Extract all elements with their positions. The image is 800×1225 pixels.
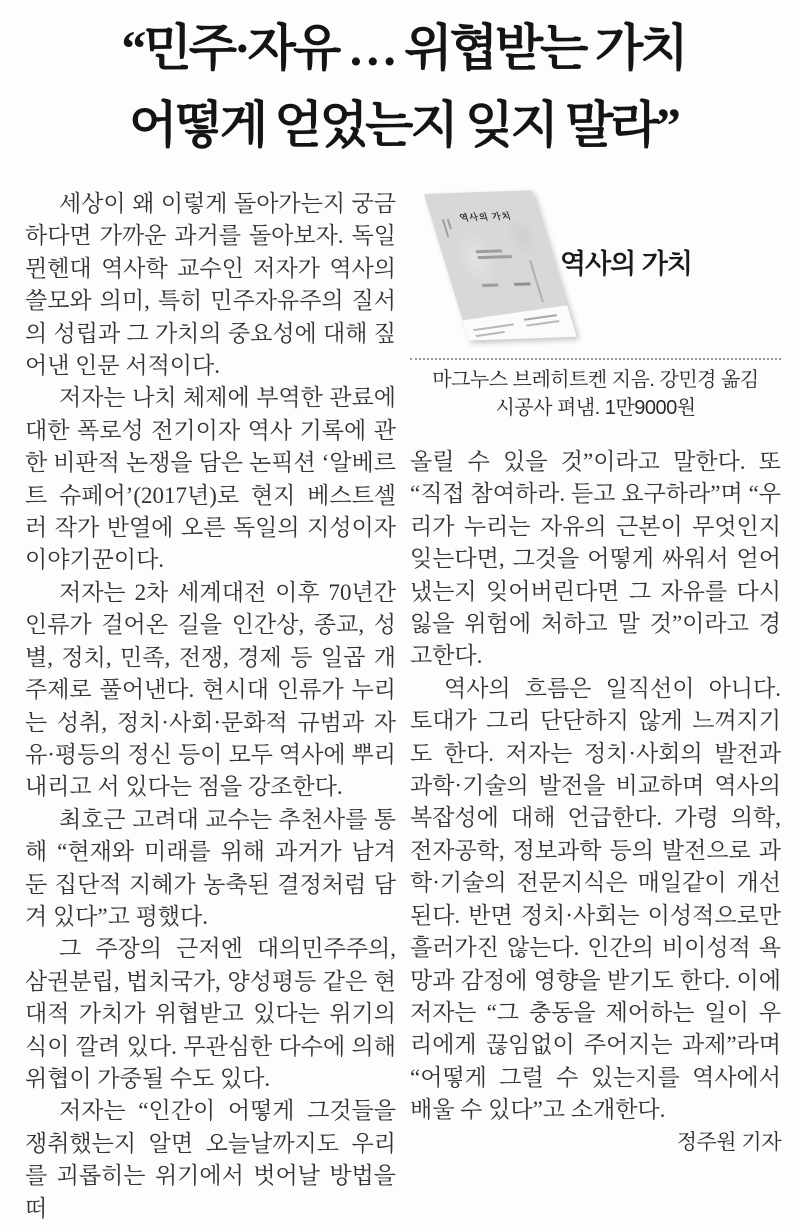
book-title: 역사의 가치 xyxy=(560,249,692,279)
paragraph-text: 역사의 흐름은 일직선이 아니다. 토대가 그리 단단하지 않게 느껴지기도 한다. 저자는 정치·사회의 발전과 과학·기술의 발전을 비교하며 역사의 복잡성에 대해 언급한다. 가령 의학, 전자공학, 정보과학 등의 발전으로 과학·기술의 전문지식은 매일같이 개선된다. 반면 정치·사회는 이성적으로만 흘러가진 않는다. 인간의 비이성적 욕망과 감정에 영향을 받기도 한다. 이에 저자는 “그 충동을 제어하는 일이 우리에게 끊임없이 주어지는 과제”라며 “어떻게 그럴 수 있는지를 역사에서 배울 수 있다”고 소개한다. xyxy=(410,675,781,1123)
paragraph: 최호근 고려대 교수는 추천사를 통해 “현재와 미래를 위해 과거가 남겨둔 집단적 지혜가 농축된 결정처럼 담겨 있다”고 평했다. xyxy=(25,806,396,929)
paragraph: 세상이 왜 이렇게 돌아가는지 궁금하다면 가까운 과거를 돌아보자. 독일 뮌헨대 역사학 교수인 저자가 역사의 쓸모와 의미, 특히 민주자유주의 질서의 성립과 그 가치의 중요성에 대해 짚어낸 인문 서적이다. xyxy=(25,191,396,379)
paragraph: 그 주장의 근저엔 대의민주주의, 삼권분립, 법치국가, 양성평등 같은 현대적 가치가 위협받고 있다는 위기의식이 깔려 있다. 무관심한 다수에 의해 위협이 가중될 수도 있다. xyxy=(25,936,396,1091)
article-columns xyxy=(25,188,782,1225)
cover-decoration xyxy=(473,323,514,331)
cover-decoration xyxy=(482,283,499,287)
book-cover-title-text: 역사의 가치 xyxy=(458,211,513,223)
headline-line-1: “민주·자유 … 위협받는 가치 xyxy=(121,20,686,76)
book-caption xyxy=(410,366,781,422)
book-publisher-line: 시공사 펴냄. 1만9000원 xyxy=(495,397,696,419)
paragraph-continuation: 올릴 수 있을 것”이라고 말한다. 또 “직접 참여하라. 듣고 요구하라”며 “우리가 누리는 자유의 근본이 무엇인지 잊는다면, 그것을 어떻게 싸워서 얻어냈는지 잊어버린다면 그 자유를 다시 잃을 위험에 처하고 말 것”이라고 경고한다. xyxy=(410,449,781,669)
right-column xyxy=(410,188,781,1225)
cover-decoration xyxy=(526,320,560,327)
cover-decoration xyxy=(476,249,503,253)
cover-decoration xyxy=(477,255,512,259)
book-cover-image xyxy=(424,190,577,340)
paragraph xyxy=(410,673,781,1154)
book-author-line: 마그누스 브레히트켄 지음. 강민경 옮김 xyxy=(432,369,759,391)
cover-decoration xyxy=(514,282,531,286)
book-info-box xyxy=(410,188,781,446)
dotted-divider xyxy=(410,358,781,360)
article-headline xyxy=(25,10,782,164)
left-column xyxy=(25,188,396,1225)
cover-decoration xyxy=(529,260,544,302)
paragraph: 저자는 나치 체제에 부역한 관료에 대한 폭로성 전기이자 역사 기록에 관한 비판적 논쟁을 담은 논픽션 ‘알베르트 슈페어’(2017년)로 현지 베스트셀러 작가 반열에 오른 독일의 지성이자 이야기꾼이다. xyxy=(25,385,396,573)
cover-bottom-band xyxy=(452,304,577,340)
paragraph: 저자는 “인간이 어떻게 그것들을 쟁취했는지 알면 오늘날까지도 우리를 괴롭히는 위기에서 벗어날 방법을 떠 xyxy=(25,1098,396,1221)
reporter-byline: 정주원 기자 xyxy=(676,1130,781,1154)
cover-decoration xyxy=(524,314,558,321)
paragraph: 저자는 2차 세계대전 이후 70년간 인류가 걸어온 길을 인간상, 종교, 성별, 정치, 민족, 전쟁, 경제 등 일곱 개 주제로 풀어낸다. 현시대 인류가 누리는 성취, 정치·사회·문화적 규범과 자유·평등의 정신 등이 모두 역사에 뿌리내리고 서 있다는 점을 강조한다. xyxy=(25,579,396,800)
headline-line-2: 어떻게 얻었는지 잊지 말라” xyxy=(129,97,678,153)
cover-decoration xyxy=(475,331,505,337)
